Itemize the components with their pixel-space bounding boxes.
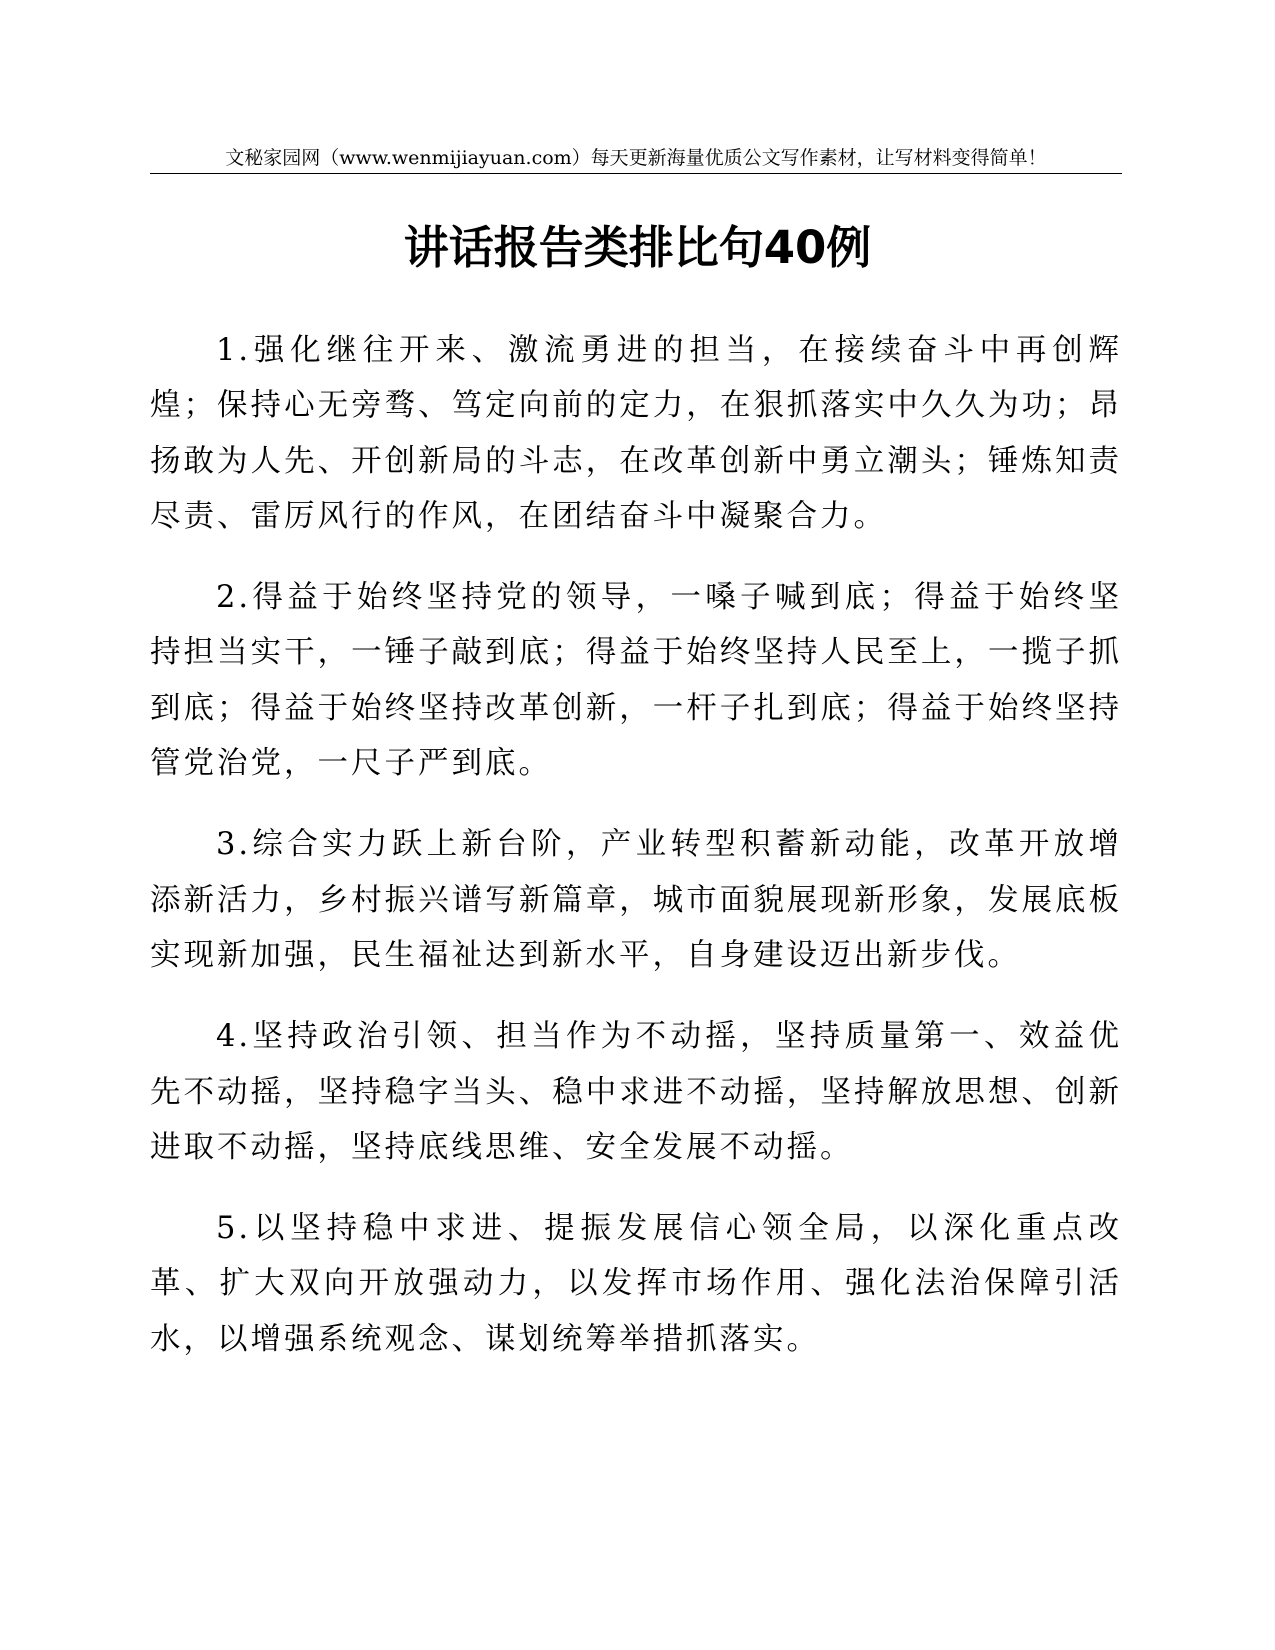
paragraph-4: 4.坚持政治引领、担当作为不动摇，坚持质量第一、效益优先不动摇，坚持稳字当头、稳中求进不动摇，坚持解放思想、创新进取不动摇，坚持底线思维、安全发展不动摇。	[150, 1019, 1122, 1165]
paragraph-2: 2.得益于始终坚持党的领导，一嗓子喊到底；得益于始终坚持担当实干，一锤子敲到底；得益于始终坚持人民至上，一揽子抓到底；得益于始终坚持改革创新，一杆子扎到底；得益于始终坚持管党治党，一尺子严到底。	[150, 580, 1122, 782]
paragraph-5: 5.以坚持稳中求进、提振发展信心领全局，以深化重点改革、扩大双向开放强动力，以发挥市场作用、强化法治保障引活水，以增强系统观念、谋划统筹举措抓落实。	[150, 1211, 1122, 1357]
document-title: 讲话报告类排比句40例	[403, 221, 872, 274]
paragraph-1: 1.强化继往开来、激流勇进的担当，在接续奋斗中再创辉煌；保持心无旁骛、笃定向前的定力，在狠抓落实中久久为功；昂扬敢为人先、开创新局的斗志，在改革创新中勇立潮头；锤炼知责尽责、雷厉风行的作风，在团结奋斗中凝聚合力。	[150, 333, 1122, 534]
page-header	[150, 143, 1122, 174]
document-body	[150, 323, 1122, 1393]
paragraph-3: 3.综合实力跃上新台阶，产业转型积蓄新动能，改革开放增添新活力，乡村振兴谱写新篇章，城市面貌展现新形象，发展底板实现新加强，民生福祉达到新水平，自身建设迈出新步伐。	[150, 827, 1122, 973]
header-text: 文秘家园网（www.wenmijiayuan.com）每天更新海量优质公文写作素材，让写材料变得简单！	[225, 147, 1047, 169]
